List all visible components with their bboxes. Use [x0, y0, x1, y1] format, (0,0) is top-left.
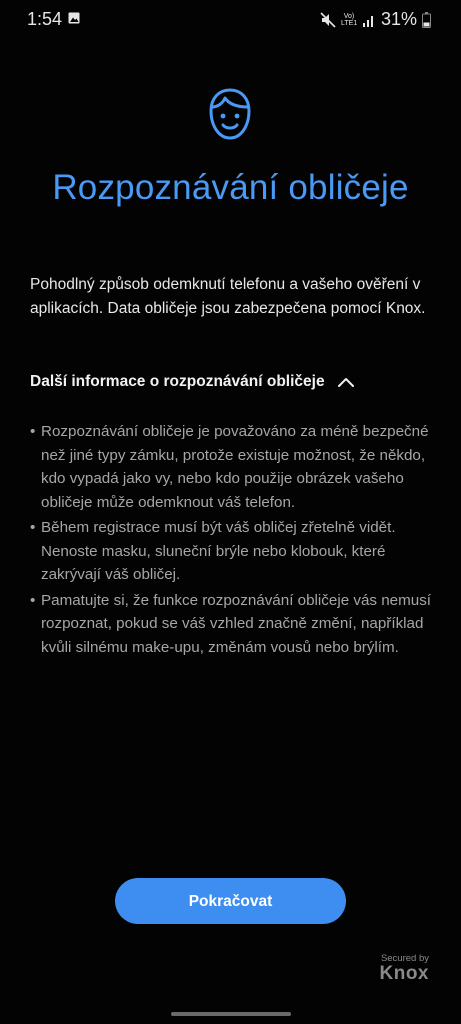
volte-line-2: LTE1 [340, 19, 358, 27]
knox-badge [380, 953, 430, 984]
intro-text: Pohodlný způsob odemknutí telefonu a vašeho ověření v aplikacích. Data obličeje jsou zabezpečena pomocí Knox. [30, 276, 426, 317]
status-time: 1:54 [27, 9, 63, 29]
knox-secured-label: Secured by [380, 953, 429, 964]
list-item [30, 589, 435, 660]
mute-icon [320, 12, 336, 28]
gesture-nav-handle[interactable] [171, 1012, 291, 1016]
volte-indicator [341, 13, 357, 27]
battery-icon [422, 12, 431, 28]
list-item [30, 516, 435, 587]
list-item [30, 420, 435, 514]
volte-line-1: Vo) [343, 12, 355, 20]
more-info-toggle[interactable] [30, 373, 355, 391]
bullet-marker: • [30, 591, 36, 609]
chevron-up-icon [337, 376, 355, 388]
image-icon [68, 12, 80, 24]
info-bullet-list [30, 420, 435, 661]
page-title: Rozpoznávání obličeje [52, 168, 409, 207]
bullet-text: Během registrace musí být váš obličej zřetelně vidět. Nenoste masku, sluneční brýle nebo klobouk, které zakrývají váš obličej. [41, 519, 396, 583]
signal-icon [362, 13, 376, 27]
status-right-group [320, 9, 431, 30]
continue-button[interactable]: Pokračovat [115, 878, 346, 924]
face-recognition-icon [205, 86, 255, 142]
bullet-text: Rozpoznávání obličeje je považováno za méně bezpečné než jiné typy zámku, protože existuje možnost, že někdo, kdo vypadá jako vy, nebo kdo použije obrázek vašeho obličeje může odemknout váš telefon. [41, 423, 429, 511]
bullet-marker: • [30, 519, 36, 536]
more-info-label: Další informace o rozpoznávání obličeje [30, 373, 325, 390]
bullet-marker: • [30, 423, 36, 440]
battery-percent: 31% [380, 9, 417, 29]
knox-logo: Knox [379, 963, 429, 984]
status-bar [0, 0, 461, 40]
bullet-text: Pamatujte si, že funkce rozpoznávání obličeje vás nemusí rozpoznat, pokud se váš vzhled značně změní, například kvůli silnému make-upu, změnám vousů nebo brýlím. [41, 591, 432, 656]
